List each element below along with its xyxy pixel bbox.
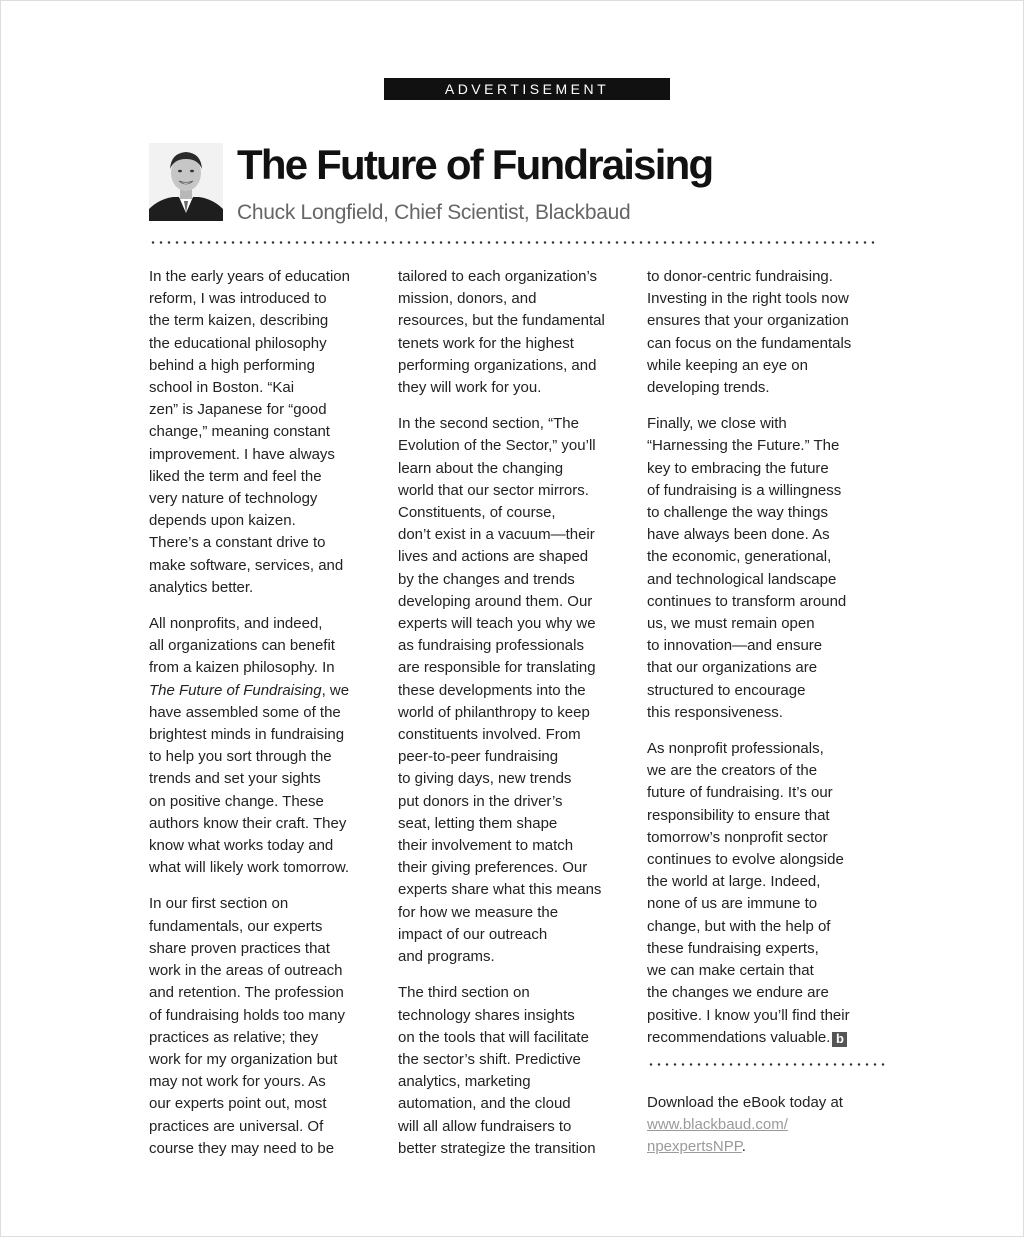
- text-line: learn about the changing: [398, 459, 564, 477]
- book-title-italic: The Future of Fundraising: [149, 681, 322, 699]
- text-fragment: .: [741, 1138, 746, 1156]
- text-line: work for my organization but: [149, 1050, 338, 1068]
- text-line: “Harnessing the Future.” The: [647, 437, 840, 455]
- text-line: to donor-centric fundraising.: [647, 268, 833, 285]
- text-fragment: , we: [321, 681, 350, 699]
- text-line: will all allow fundraisers to: [398, 1117, 572, 1135]
- text-line: experts will teach you why we: [398, 615, 596, 633]
- text-line: as fundraising professionals: [398, 637, 584, 655]
- text-line: experts share what this means: [398, 881, 602, 899]
- text-line: on positive change. These: [149, 792, 324, 810]
- text-line: future of fundraising. It’s our: [647, 784, 833, 802]
- text-line: reform, I was introduced to: [149, 290, 327, 308]
- download-text: Download the eBook today at: [647, 1093, 843, 1111]
- text-line: technology shares insights: [398, 1006, 575, 1024]
- text-line: the world at large. Indeed,: [647, 873, 821, 891]
- text-line: their giving preferences. Our: [398, 859, 588, 877]
- text-line: behind a high performing: [149, 356, 315, 374]
- text-line: these developments into the: [398, 681, 586, 699]
- text-line: to giving days, new trends: [398, 770, 572, 788]
- text-line: responsibility to ensure that: [647, 806, 830, 824]
- text-line: know what works today and: [149, 837, 334, 855]
- text-line: the sector’s shift. Predictive: [398, 1050, 581, 1068]
- text-line: for how we measure the: [398, 903, 559, 921]
- text-line: are responsible for translating: [398, 659, 596, 677]
- text-line: In our first section on: [149, 895, 289, 913]
- text-line: by the changes and trends: [398, 570, 575, 588]
- col3-paragraph-1: [647, 266, 883, 399]
- text-line: don’t exist in a vacuum—their: [398, 526, 595, 544]
- text-line: developing trends.: [647, 379, 770, 397]
- text-fragment: recommendations valuable.: [647, 1028, 831, 1046]
- text-line: depends upon kaizen.: [149, 512, 296, 530]
- text-line: their involvement to match: [398, 837, 574, 855]
- text-line: the educational philosophy: [149, 334, 327, 352]
- text-line: have always been done. As: [647, 526, 830, 544]
- text-line: the changes we endure are: [647, 984, 829, 1002]
- text-line: All nonprofits, and indeed,: [149, 615, 323, 633]
- text-line: the term kaizen, describing: [149, 312, 329, 330]
- blackbaud-b-icon: b: [832, 1032, 847, 1047]
- text-line: very nature of technology: [149, 490, 318, 508]
- text-line: seat, letting them shape: [398, 814, 558, 832]
- text-line: and technological landscape: [647, 570, 837, 588]
- author-portrait-icon: [149, 143, 223, 221]
- advertisement-banner: ADVERTISEMENT: [384, 78, 670, 100]
- text-line: developing around them. Our: [398, 592, 593, 610]
- text-line: constituents involved. From: [398, 726, 581, 744]
- text-line: automation, and the cloud: [398, 1095, 571, 1113]
- text-line: to innovation—and ensure: [647, 637, 823, 655]
- text-line: we are the creators of the: [647, 762, 818, 780]
- text-line: while keeping an eye on: [647, 356, 808, 374]
- text-line: the economic, generational,: [647, 548, 832, 566]
- text-line: brightest minds in fundraising: [149, 726, 345, 744]
- col1-paragraph-2: [149, 613, 385, 879]
- text-line: Constituents, of course,: [398, 504, 556, 522]
- text-line: we can make certain that: [647, 962, 814, 980]
- text-line: improvement. I have always: [149, 445, 335, 463]
- text-line: impact of our outreach: [398, 925, 548, 943]
- text-line: continues to transform around: [647, 592, 847, 610]
- text-line: In the second section, “The: [398, 415, 579, 433]
- text-line: There’s a constant drive to: [149, 534, 326, 552]
- text-line: peer-to-peer fundraising: [398, 748, 559, 766]
- download-link-continued[interactable]: npexpertsNPP: [647, 1138, 742, 1156]
- column-3: [647, 266, 883, 1159]
- article-title: The Future of Fundraising: [237, 141, 713, 188]
- col1-paragraph-3: [149, 893, 385, 1159]
- text-line: mission, donors, and: [398, 290, 537, 308]
- text-line: better strategize the transition: [398, 1139, 596, 1157]
- author-photo: [149, 143, 223, 221]
- dotted-divider: [149, 241, 879, 244]
- text-line: zen” is Japanese for “good: [149, 401, 327, 419]
- text-line: may not work for yours. As: [149, 1073, 326, 1091]
- text-line: resources, but the fundamental: [398, 312, 605, 330]
- text-line: share proven practices that: [149, 939, 330, 957]
- text-line: Finally, we close with: [647, 415, 787, 433]
- download-link-line: [647, 1114, 883, 1136]
- text-line: Investing in the right tools now: [647, 290, 849, 308]
- download-link[interactable]: www.blackbaud.com/: [647, 1116, 788, 1134]
- text-line: lives and actions are shaped: [398, 548, 589, 566]
- text-line: all organizations can benefit: [149, 637, 335, 655]
- text-line: fundamentals, our experts: [149, 917, 323, 935]
- text-line: ensures that your organization: [647, 312, 849, 330]
- text-line: In the early years of education: [149, 268, 350, 285]
- text-line: put donors in the driver’s: [398, 792, 563, 810]
- text-line: have assembled some of the: [149, 703, 341, 721]
- col2-paragraph-2: [398, 413, 634, 968]
- text-line: change, but with the help of: [647, 917, 831, 935]
- text-line: tomorrow’s nonprofit sector: [647, 828, 828, 846]
- text-line: authors know their craft. They: [149, 814, 347, 832]
- download-link-line: [647, 1136, 883, 1158]
- text-line: work in the areas of outreach: [149, 962, 343, 980]
- text-line: course they may need to be: [149, 1139, 335, 1157]
- dotted-divider-small: [647, 1063, 887, 1066]
- text-line: this responsiveness.: [647, 703, 783, 721]
- text-line: our experts point out, most: [149, 1095, 327, 1113]
- text-line: and retention. The profession: [149, 984, 344, 1002]
- text-line: on the tools that will facilitate: [398, 1028, 589, 1046]
- text-line: they will work for you.: [398, 379, 542, 397]
- text-line: practices as relative; they: [149, 1028, 319, 1046]
- text-line: what will likely work tomorrow.: [149, 859, 350, 877]
- text-line: to challenge the way things: [647, 504, 828, 522]
- text-line: continues to evolve alongside: [647, 851, 844, 869]
- text-line: of fundraising holds too many: [149, 1006, 345, 1024]
- col2-paragraph-3: [398, 982, 634, 1160]
- text-line: world that our sector mirrors.: [398, 481, 589, 499]
- text-line: that our organizations are: [647, 659, 818, 677]
- text-line: trends and set your sights: [149, 770, 321, 788]
- article-byline: Chuck Longfield, Chief Scientist, Blackbaud: [237, 201, 631, 224]
- text-line: [149, 680, 385, 702]
- text-line: can focus on the fundamentals: [647, 334, 852, 352]
- col3-paragraph-3: [647, 738, 883, 1049]
- text-line: key to embracing the future: [647, 459, 829, 477]
- text-line: structured to encourage: [647, 681, 806, 699]
- text-line: As nonprofit professionals,: [647, 740, 824, 758]
- text-line: tailored to each organization’s: [398, 268, 598, 285]
- text-line: practices are universal. Of: [149, 1117, 324, 1135]
- text-line: to help you sort through the: [149, 748, 332, 766]
- text-line: none of us are immune to: [647, 895, 818, 913]
- text-line: school in Boston. “Kai: [149, 379, 295, 397]
- column-1: [149, 266, 385, 1174]
- text-line: from a kaizen philosophy. In: [149, 659, 335, 677]
- text-line: analytics better.: [149, 578, 254, 596]
- col1-paragraph-1: [149, 266, 385, 599]
- text-line: performing organizations, and: [398, 356, 597, 374]
- text-line: us, we must remain open: [647, 615, 815, 633]
- text-line: analytics, marketing: [398, 1073, 531, 1091]
- col3-paragraph-2: [647, 413, 883, 724]
- col2-paragraph-1: [398, 266, 634, 399]
- download-callout: [647, 1092, 883, 1159]
- text-line: and programs.: [398, 948, 495, 966]
- text-line: of fundraising is a willingness: [647, 481, 842, 499]
- text-line: positive. I know you’ll find their: [647, 1006, 850, 1024]
- text-line: world of philanthropy to keep: [398, 703, 590, 721]
- text-line: Evolution of the Sector,” you’ll: [398, 437, 596, 455]
- text-line: tenets work for the highest: [398, 334, 574, 352]
- text-line: these fundraising experts,: [647, 939, 819, 957]
- text-line: The third section on: [398, 984, 530, 1002]
- column-2: [398, 266, 634, 1174]
- text-line: make software, services, and: [149, 556, 344, 574]
- text-line: change,” meaning constant: [149, 423, 330, 441]
- text-line: [647, 1027, 883, 1049]
- text-line: liked the term and feel the: [149, 467, 322, 485]
